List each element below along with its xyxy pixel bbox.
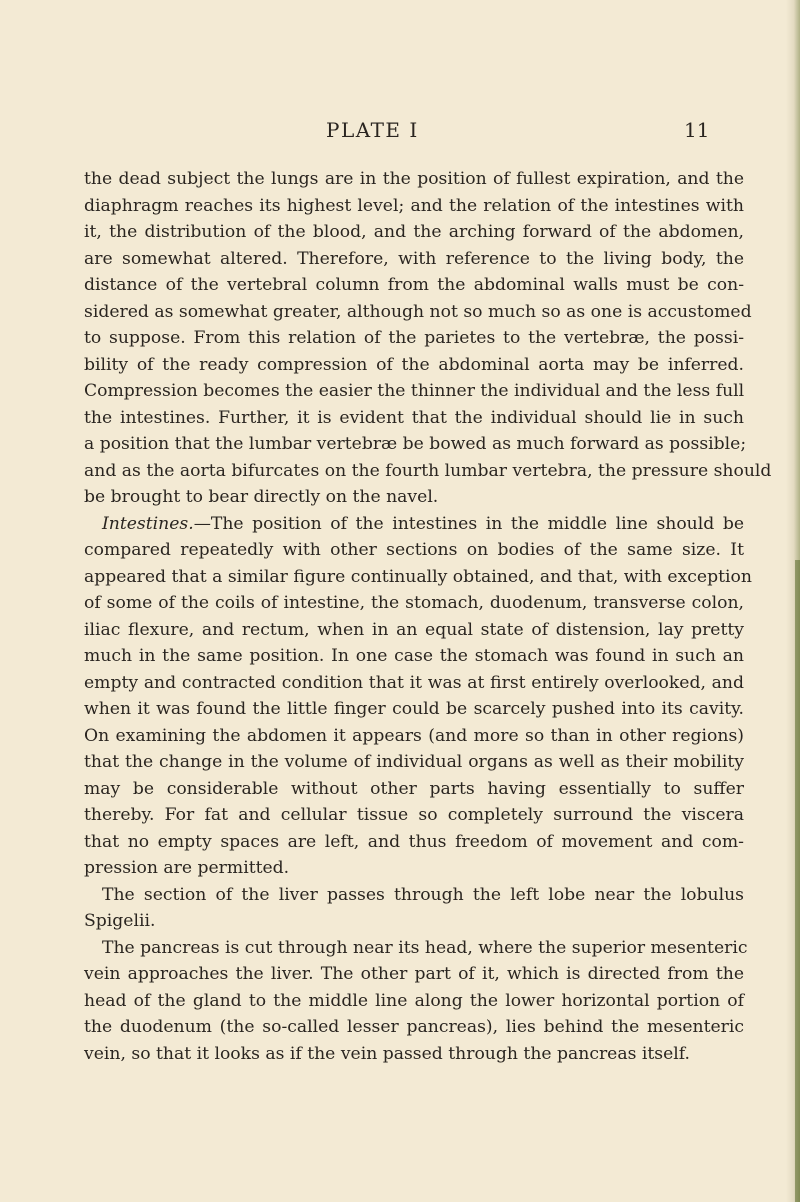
- text-run: —The position of the intestines in the middle line should be: [193, 513, 744, 534]
- text-line: much in the same position. In one case the stomach was found in such an: [84, 646, 744, 666]
- text-line: Compression becomes the easier the thinner the individual and the less full: [84, 381, 745, 401]
- body-text: [84, 166, 772, 1067]
- section-heading: Intestines.: [102, 513, 194, 534]
- text-line: sidered as somewhat greater, although not so much so as one is accustomed: [84, 301, 752, 322]
- text-line: vein, so that it looks as if the vein passed through the pancreas itself.: [84, 1043, 690, 1064]
- text-line: head of the gland to the middle line along the lower horizontal portion of: [84, 990, 744, 1011]
- text-line: appeared that a similar figure continually obtained, and that, with exception: [84, 566, 752, 587]
- text-line: compared repeatedly with other sections on bodies of the same size. It: [84, 540, 744, 560]
- text-line: thereby. For fat and cellular tissue so completely surround the viscera: [84, 805, 744, 825]
- paragraph: [84, 166, 772, 511]
- text-line: iliac flexure, and rectum, when in an equal state of distension, lay pretty: [84, 619, 744, 640]
- text-line: may be considerable without other parts having essentially to suffer: [84, 778, 744, 799]
- text-line: that the change in the volume of individual organs as well as their mobility: [84, 752, 744, 772]
- text-line: and as the aorta bifurcates on the fourth lumbar vertebra, the pressure should: [84, 460, 772, 481]
- paragraph-liver: [84, 882, 744, 935]
- text-line: The pancreas is cut through near its head, where the superior mesenteric: [102, 937, 748, 958]
- text-line: it, the distribution of the blood, and the arching forward of the abdomen,: [84, 222, 744, 242]
- text-line: that no empty spaces are left, and thus freedom of movement and com-: [84, 831, 744, 852]
- text-line: be brought to bear directly on the navel.: [84, 487, 439, 507]
- text-line: when it was found the little finger could be scarcely pushed into its cavity.: [84, 699, 744, 719]
- text-line: bility of the ready compression of the abdominal aorta may be inferred.: [84, 354, 744, 375]
- text-line: the dead subject the lungs are in the position of fullest expiration, and the: [84, 169, 744, 189]
- text-line: are somewhat altered. Therefore, with reference to the living body, the: [84, 248, 744, 269]
- paragraph-intestines: [84, 511, 752, 882]
- running-head: [0, 118, 800, 142]
- text-line: of some of the coils of intestine, the stomach, duodenum, transverse colon,: [84, 593, 744, 613]
- text-line: [84, 511, 744, 538]
- text-line: a position that the lumbar vertebræ be bowed as much forward as possible;: [84, 434, 747, 454]
- text-line: the intestines. Further, it is evident that the individual should lie in such: [84, 407, 744, 428]
- text-line: vein approaches the liver. The other part of it, which is directed from the: [84, 964, 744, 984]
- text-line: The section of the liver passes through the left lobe near the lobulus: [102, 884, 744, 905]
- running-head-title: PLATE I: [326, 118, 419, 142]
- text-line: On examining the abdomen it appears (and more so than in other regions): [84, 725, 744, 746]
- page-number: 11: [684, 118, 710, 142]
- text-line: to suppose. From this relation of the parietes to the vertebræ, the possi-: [84, 328, 744, 348]
- text-line: Spigelii.: [84, 911, 156, 931]
- text-line: the duodenum (the so-called lesser pancreas), lies behind the mesenteric: [84, 1017, 744, 1037]
- text-line: empty and contracted condition that it was at first entirely overlooked, and: [84, 672, 744, 693]
- text-line: pression are permitted.: [84, 858, 290, 878]
- text-line: diaphragm reaches its highest level; and the relation of the intestines with: [84, 195, 744, 216]
- text-line: distance of the vertebral column from the abdominal walls must be con-: [84, 275, 744, 295]
- page-edge-binding: [795, 560, 800, 1202]
- paragraph-pancreas: [84, 935, 748, 1068]
